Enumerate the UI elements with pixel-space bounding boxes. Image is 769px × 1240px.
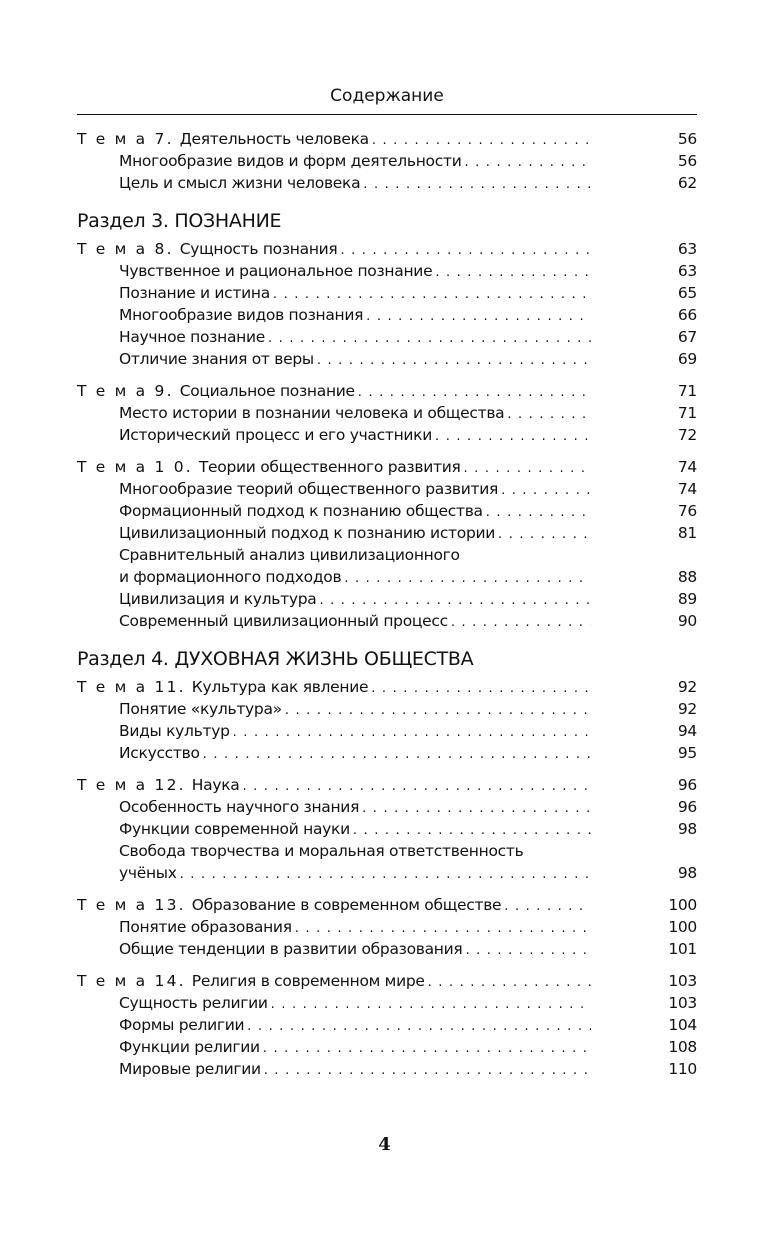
entry-title: учёных bbox=[119, 864, 177, 882]
topic-title: Культура как явление bbox=[191, 678, 369, 696]
entry-title: Научное познание bbox=[119, 328, 265, 346]
page-number: 92 bbox=[677, 700, 697, 718]
leader-dots bbox=[295, 916, 591, 938]
page-number: 63 bbox=[677, 240, 697, 258]
page-number: 103 bbox=[668, 972, 697, 990]
toc-entry[interactable] bbox=[77, 150, 697, 172]
toc-topic-12[interactable] bbox=[77, 774, 697, 796]
page-number: 56 bbox=[677, 130, 697, 148]
page-number: 96 bbox=[677, 798, 697, 816]
topic-prefix: Т е м а 13. bbox=[77, 896, 186, 914]
entry-title: Познание и истина bbox=[119, 284, 270, 302]
entry-title: Место истории в познании человека и общества bbox=[119, 404, 505, 422]
entry-title: Виды культур bbox=[119, 722, 230, 740]
page-number: 94 bbox=[677, 722, 697, 740]
leader-dots bbox=[268, 326, 591, 348]
leader-dots bbox=[340, 238, 591, 260]
page-number: 100 bbox=[668, 896, 697, 914]
toc-entry[interactable] bbox=[77, 588, 697, 610]
page-number: 90 bbox=[677, 612, 697, 630]
running-header bbox=[77, 82, 697, 115]
page-number: 76 bbox=[677, 502, 697, 520]
entry-title: Чувственное и рациональное познание bbox=[119, 262, 433, 280]
leader-dots bbox=[371, 676, 591, 698]
topic-title: Теории общественного развития bbox=[198, 458, 461, 476]
page-number: 63 bbox=[677, 262, 697, 280]
leader-dots bbox=[362, 796, 591, 818]
leader-dots bbox=[319, 588, 591, 610]
page-number: 81 bbox=[677, 524, 697, 542]
toc-entry-line1[interactable] bbox=[77, 840, 697, 862]
topic-prefix: Т е м а 7. bbox=[77, 130, 174, 148]
leader-dots bbox=[464, 150, 591, 172]
page-number: 98 bbox=[677, 864, 697, 882]
toc-entry[interactable] bbox=[77, 720, 697, 742]
table-of-contents bbox=[77, 128, 697, 1080]
toc-topic-14[interactable] bbox=[77, 970, 697, 992]
toc-entry[interactable] bbox=[77, 402, 697, 424]
leader-dots bbox=[498, 522, 591, 544]
toc-entry-line2[interactable] bbox=[77, 566, 697, 588]
page-number: 103 bbox=[668, 994, 697, 1012]
entry-title: Понятие «культура» bbox=[119, 700, 282, 718]
toc-entry[interactable] bbox=[77, 610, 697, 632]
toc-entry[interactable] bbox=[77, 348, 697, 370]
entry-title: Общие тенденции в развитии образования bbox=[119, 940, 463, 958]
leader-dots bbox=[507, 402, 591, 424]
toc-topic-9[interactable] bbox=[77, 380, 697, 402]
toc-topic-13[interactable] bbox=[77, 894, 697, 916]
toc-entry[interactable] bbox=[77, 698, 697, 720]
toc-entry[interactable] bbox=[77, 478, 697, 500]
topic-prefix: Т е м а 14. bbox=[77, 972, 186, 990]
toc-entry[interactable] bbox=[77, 522, 697, 544]
leader-dots bbox=[435, 424, 591, 446]
page-number: 71 bbox=[677, 382, 697, 400]
entry-title: Многообразие теорий общественного развития bbox=[119, 480, 499, 498]
leader-dots bbox=[501, 478, 591, 500]
toc-entry[interactable] bbox=[77, 500, 697, 522]
page-number: 100 bbox=[668, 918, 697, 936]
topic-title: Наука bbox=[191, 776, 240, 794]
toc-entry[interactable] bbox=[77, 304, 697, 326]
toc-entry-line1[interactable] bbox=[77, 544, 697, 566]
entry-title: Искусство bbox=[119, 744, 200, 762]
leader-dots bbox=[180, 862, 591, 884]
topic-title: Сущность познания bbox=[179, 240, 338, 258]
entry-title: Понятие образования bbox=[119, 918, 292, 936]
toc-entry[interactable] bbox=[77, 938, 697, 960]
page-number: 88 bbox=[677, 568, 697, 586]
leader-dots bbox=[264, 1058, 591, 1080]
leader-dots bbox=[317, 348, 591, 370]
entry-title: Функции современной науки bbox=[119, 820, 350, 838]
entry-title: Особенность научного знания bbox=[119, 798, 360, 816]
leader-dots bbox=[428, 970, 591, 992]
page-number: 74 bbox=[677, 480, 697, 498]
page-number: 92 bbox=[677, 678, 697, 696]
toc-topic-10[interactable] bbox=[77, 456, 697, 478]
entry-title: Многообразие видов познания bbox=[119, 306, 364, 324]
toc-entry[interactable] bbox=[77, 282, 697, 304]
leader-dots bbox=[358, 380, 591, 402]
entry-title: Многообразие видов и форм деятельности bbox=[119, 152, 462, 170]
leader-dots bbox=[504, 894, 591, 916]
entry-title: Свобода творчества и моральная ответственность bbox=[119, 842, 524, 860]
header-title: Содержание bbox=[330, 86, 444, 106]
page-number: 104 bbox=[668, 1016, 697, 1034]
page-number: 108 bbox=[668, 1038, 697, 1056]
page-number: 66 bbox=[677, 306, 697, 324]
leader-dots bbox=[363, 172, 591, 194]
toc-entry[interactable] bbox=[77, 796, 697, 818]
page-number: 95 bbox=[677, 744, 697, 762]
entry-title: Цивилизация и культура bbox=[119, 590, 317, 608]
leader-dots bbox=[435, 260, 591, 282]
page-number: 110 bbox=[668, 1060, 697, 1078]
leader-dots bbox=[263, 1036, 591, 1058]
page-number: 89 bbox=[677, 590, 697, 608]
entry-title: и формационного подходов bbox=[119, 568, 342, 586]
toc-entry[interactable] bbox=[77, 992, 697, 1014]
toc-entry[interactable] bbox=[77, 742, 697, 764]
entry-title: Сравнительный анализ цивилизационного bbox=[119, 546, 460, 564]
toc-topic-7[interactable] bbox=[77, 128, 697, 150]
toc-entry[interactable] bbox=[77, 916, 697, 938]
topic-title: Деятельность человека bbox=[179, 130, 369, 148]
toc-topic-11[interactable] bbox=[77, 676, 697, 698]
leader-dots bbox=[366, 304, 591, 326]
page-number: 71 bbox=[677, 404, 697, 422]
toc-entry[interactable] bbox=[77, 1014, 697, 1036]
entry-title: Функции религии bbox=[119, 1038, 260, 1056]
leader-dots bbox=[372, 128, 591, 150]
leader-dots bbox=[451, 610, 591, 632]
leader-dots bbox=[233, 720, 591, 742]
leader-dots bbox=[271, 992, 591, 1014]
topic-title: Образование в современном обществе bbox=[191, 896, 502, 914]
leader-dots bbox=[344, 566, 591, 588]
page-number: 65 bbox=[677, 284, 697, 302]
toc-entry[interactable] bbox=[77, 818, 697, 840]
page-number: 101 bbox=[668, 940, 697, 958]
page-number: 72 bbox=[677, 426, 697, 444]
leader-dots bbox=[486, 500, 591, 522]
leader-dots bbox=[464, 456, 591, 478]
page-number: 62 bbox=[677, 174, 697, 192]
entry-title: Формационный подход к познанию общества bbox=[119, 502, 483, 520]
entry-title: Отличие знания от веры bbox=[119, 350, 314, 368]
entry-title: Современный цивилизационный процесс bbox=[119, 612, 448, 630]
page-number: 69 bbox=[677, 350, 697, 368]
topic-prefix: Т е м а 9. bbox=[77, 382, 174, 400]
section-heading-4[interactable]: Раздел 4. ДУХОВНАЯ ЖИЗНЬ ОБЩЕСТВА bbox=[77, 648, 474, 670]
toc-topic-8[interactable] bbox=[77, 238, 697, 260]
entry-title: Сущность религии bbox=[119, 994, 268, 1012]
toc-entry[interactable] bbox=[77, 260, 697, 282]
entry-title: Цивилизационный подход к познанию истории bbox=[119, 524, 496, 542]
entry-title: Цель и смысл жизни человека bbox=[119, 174, 361, 192]
leader-dots bbox=[203, 742, 591, 764]
entry-title: Формы религии bbox=[119, 1016, 245, 1034]
entry-title: Исторический процесс и его участники bbox=[119, 426, 433, 444]
topic-prefix: Т е м а 11. bbox=[77, 678, 186, 696]
topic-prefix: Т е м а 8. bbox=[77, 240, 174, 258]
toc-entry[interactable] bbox=[77, 1058, 697, 1080]
toc-entry[interactable] bbox=[77, 424, 697, 446]
topic-prefix: Т е м а 1 0. bbox=[77, 458, 193, 476]
toc-entry-line2[interactable] bbox=[77, 862, 697, 884]
section-heading-3[interactable]: Раздел 3. ПОЗНАНИЕ bbox=[77, 210, 282, 232]
page-number: 74 bbox=[677, 458, 697, 476]
topic-prefix: Т е м а 12. bbox=[77, 776, 186, 794]
topic-title: Социальное познание bbox=[179, 382, 355, 400]
page-number: 56 bbox=[677, 152, 697, 170]
entry-title: Мировые религии bbox=[119, 1060, 261, 1078]
page-number: 98 bbox=[677, 820, 697, 838]
footer-page-number: 4 bbox=[378, 1134, 391, 1155]
page-number: 96 bbox=[677, 776, 697, 794]
toc-entry[interactable] bbox=[77, 1036, 697, 1058]
leader-dots bbox=[247, 1014, 591, 1036]
topic-title: Религия в современном мире bbox=[191, 972, 425, 990]
leader-dots bbox=[242, 774, 591, 796]
page-number: 67 bbox=[677, 328, 697, 346]
toc-entry[interactable] bbox=[77, 172, 697, 194]
leader-dots bbox=[273, 282, 591, 304]
leader-dots bbox=[465, 938, 591, 960]
toc-entry[interactable] bbox=[77, 326, 697, 348]
leader-dots bbox=[285, 698, 591, 720]
leader-dots bbox=[353, 818, 591, 840]
